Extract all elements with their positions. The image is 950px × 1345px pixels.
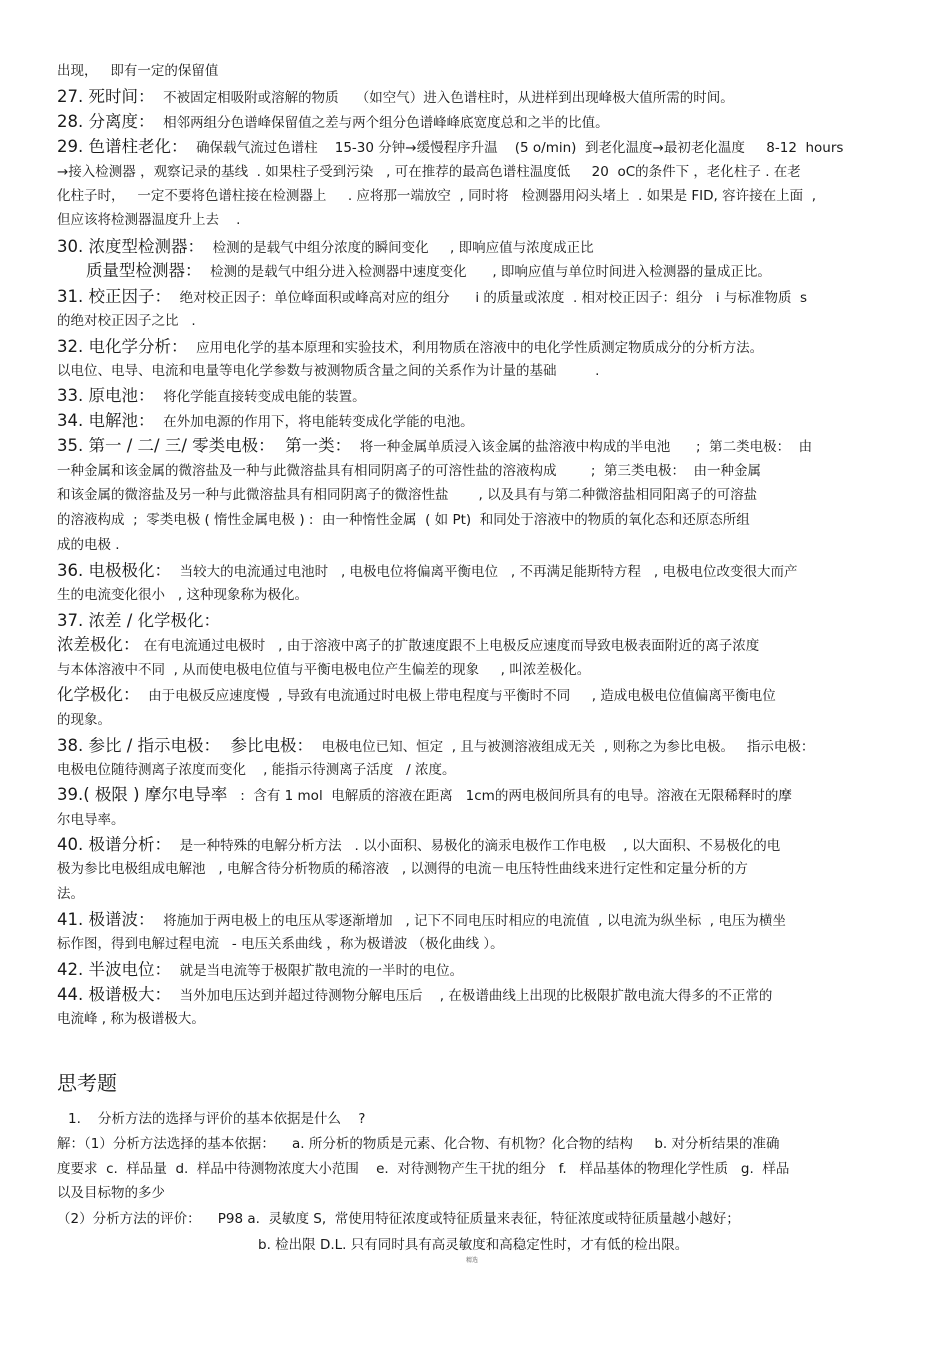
line-text: 应用电化学的基本原理和实验技术，利用物质在溶液中的电化学性质测定物质成分的分析方法。 [187, 340, 764, 356]
text-line [57, 88, 734, 107]
term-label: 32. 电化学分析： [57, 337, 188, 356]
text-line [57, 636, 759, 655]
text-line [57, 911, 786, 930]
term-label: 42. 半波电位： [57, 960, 171, 979]
line-text: 是一种特殊的电解分析方法 . 以小面积、易极化的滴汞电极作工作电极 , 以大面积、不易极化的电 [171, 838, 781, 854]
term-label: 27. 死时间： [57, 87, 155, 106]
text-line [57, 711, 111, 729]
text-line [57, 986, 772, 1005]
term-label: 33. 原电池： [57, 386, 155, 405]
term-label: 浓差极化： [57, 635, 140, 654]
text-line [57, 612, 220, 631]
line-text: 将一种金属单质浸入该金属的盐溶液中构成的半电池 ; 第二类电极： 由 [351, 439, 813, 455]
text-line [57, 1010, 205, 1028]
line-text: 当外加电压达到并超过待测物分解电压后 , 在极谱曲线上出现的比极限扩散电流大得多的不正常的 [171, 988, 773, 1004]
line-text: 在有电流通过电极时 , 由于溶液中离子的扩散速度跟不上电极反应速度而导致电极表面附近的离子浓度 [139, 638, 760, 654]
page-footer: 精选 [466, 1257, 479, 1264]
text-line [57, 935, 504, 953]
line-text: 法。 [57, 886, 84, 902]
text-line [57, 62, 218, 80]
text-line [57, 885, 84, 903]
line-text: 度要求 c. 样品量 d. 样品中待测物浓度大小范围 e. 对待测物产生干扰的组分 f. 样品基体的物理化学性质 g. 样品 [57, 1161, 790, 1177]
line-text: 和该金属的微溶盐及另一种与此微溶盐具有相同阴离子的微溶性盐 , 以及具有与第二种微溶盐相同阳离子的可溶盐 [57, 487, 758, 503]
text-line [57, 961, 463, 980]
term-label: 29. 色谱柱老化： [57, 137, 188, 156]
line-text: 当较大的电流通过电池时 , 电极电位将偏离平衡电位 , 不再满足能斯特方程 , 电极电位改变很大而产 [171, 564, 798, 580]
text-line [57, 562, 797, 581]
text-line [57, 737, 814, 756]
text-line [57, 437, 812, 456]
answer-line [57, 1160, 789, 1178]
term-label: 38. 参比 / 指示电极： 参比电极： [57, 736, 314, 755]
term-label: 34. 电解池： [57, 411, 155, 430]
term-label: 化学极化： [57, 685, 140, 704]
text-line [57, 811, 125, 829]
text-line [57, 338, 763, 357]
line-text: 就是当电流等于极限扩散电流的一半时的电位。 [171, 963, 464, 979]
line-text: →接入检测器 ，观察记录的基线 . 如果柱子受到污染 , 可在推荐的最高色谱柱温度低 20 oC的条件下 ，老化柱子 . 在老 [57, 164, 801, 180]
line-text: 以及目标物的多少 [57, 1185, 165, 1201]
text-line [57, 412, 474, 431]
text-line [57, 486, 757, 504]
text-line [57, 387, 366, 406]
text-line [57, 761, 455, 779]
term-label: 39.( 极限 ) 摩尔电导率 [57, 785, 228, 804]
text-line [57, 661, 590, 679]
term-label: 41. 极谱波： [57, 910, 155, 929]
line-text: 尔电导率。 [57, 812, 125, 828]
answer-line [68, 1110, 365, 1128]
text-line [57, 511, 750, 529]
term-label: 37. 浓差 / 化学极化： [57, 611, 221, 630]
line-text: 绝对校正因子：单位峰面积或峰高对应的组分 i 的质量或浓度 . 相对校正因子：组分 i 与标准物质 s [171, 290, 808, 306]
line-text: 将化学能直接转变成电能的装置。 [154, 389, 366, 405]
line-text: 电极电位随待测离子浓度而变化 , 能指示待测离子活度 / 浓度。 [57, 762, 456, 778]
line-text: 1. 分析方法的选择与评价的基本依据是什么 ? [68, 1111, 366, 1127]
line-text: 出现， 即有一定的保留值 [57, 63, 219, 79]
line-text: 由于电极反应速度慢 , 导致有电流通过时电极上带电程度与平衡时不同 , 造成电极电位值偏离平衡电位 [139, 688, 776, 704]
line-text: 与本体溶液中不同 , 从而使电极电位值与平衡电极电位产生偏差的现象 , 叫浓差极化。 [57, 662, 591, 678]
line-text: 标作图，得到电解过程电流 - 电压关系曲线 ，称为极谱波 （极化曲线 ）。 [57, 936, 504, 952]
text-line [57, 462, 761, 480]
text-line [57, 586, 308, 604]
term-label: 30. 浓度型检测器： [57, 237, 204, 256]
text-line [57, 312, 196, 330]
line-text: 化柱子时， 一定不要将色谱柱接在检测器上 . 应将那一端放空 , 同时将 检测器用闷头堵上 . 如果是 FID, 容许接在上面 , [57, 188, 817, 204]
text-line [57, 836, 780, 855]
text-line [57, 163, 801, 181]
term-label: 44. 极谱极大： [57, 985, 171, 1004]
line-text: 确保载气流过色谱柱 15-30 分钟→缓慢程序升温 (5 o/min) 到老化温度→最初老化温度 8-12 hours [187, 140, 844, 156]
term-label: 31. 校正因子： [57, 287, 171, 306]
line-text: 极为参比电极组成电解池 , 电解含待分析物质的稀溶液 , 以测得的电流－电压特性曲线来进行定性和定量分析的方 [57, 861, 748, 877]
line-text: 以电位、电导、电流和电量等电化学参数与被测物质含量之间的关系作为计量的基础 . [57, 363, 600, 379]
term-label: 36. 电极极化： [57, 561, 171, 580]
text-line [57, 860, 748, 878]
section-heading: 思考题 [57, 1071, 117, 1095]
line-text: 一种金属和该金属的微溶盐及一种与此微溶盐具有相同阴离子的可溶性盐的溶液构成 ; 第三类电极： 由一种金属 [57, 463, 762, 479]
term-label: 质量型检测器： [86, 261, 202, 280]
line-text: 检测的是载气中组分进入检测器中速度变化 , 即响应值与单位时间进入检测器的量成正比。 [201, 264, 771, 280]
text-line [86, 262, 771, 281]
answer-line [258, 1236, 688, 1254]
line-text: 的绝对校正因子之比 . [57, 313, 196, 329]
line-text: 将施加于两电极上的电压从零逐渐增加 , 记下不同电压时相应的电流值 , 以电流为纵坐标 , 电压为横坐 [154, 913, 786, 929]
answer-line [57, 1135, 779, 1153]
text-line [57, 238, 594, 257]
text-line [57, 288, 807, 307]
line-text: 相邻两组分色谱峰保留值之差与两个组分色谱峰峰底宽度总和之半的比值。 [154, 115, 609, 131]
text-line [57, 362, 599, 380]
line-text: 检测的是载气中组分浓度的瞬间变化 , 即响应值与浓度成正比 [204, 240, 594, 256]
text-line [57, 187, 816, 205]
line-text: 电极电位已知、恒定 , 且与被测溶液组成无关 , 则称之为参比电极。 指示电极： [313, 739, 815, 755]
text-line [57, 113, 609, 132]
line-text: 在外加电源的作用下，将电能转变成化学能的电池。 [154, 414, 474, 430]
answer-line [57, 1210, 740, 1228]
text-line [57, 686, 776, 705]
term-label: 28. 分离度： [57, 112, 155, 131]
text-line [57, 138, 843, 157]
line-text: 生的电流变化很小 , 这种现象称为极化。 [57, 587, 308, 603]
line-text: （2）分析方法的评价： P98 a. 灵敏度 S, 常使用特征浓度或特征质量来表征，特征浓度或特征质量越小越好； [57, 1211, 740, 1227]
term-label: 35. 第一 / 二/ 三/ 零类电极： 第一类： [57, 436, 352, 455]
line-text: 电流峰 , 称为极谱极大。 [57, 1011, 205, 1027]
line-text: 但应该将检测器温度升上去 . [57, 212, 241, 228]
line-text: 成的电极 . [57, 537, 120, 553]
answer-line [57, 1184, 165, 1202]
text-line [57, 211, 240, 229]
line-text: b. 检出限 D.L. 只有同时具有高灵敏度和高稳定性时，才有低的检出限。 [258, 1237, 689, 1253]
term-label: 40. 极谱分析： [57, 835, 171, 854]
line-text: 不被固定相吸附或溶解的物质 （如空气）进入色谱柱时，从进样到出现峰极大值所需的时间。 [154, 90, 734, 106]
text-line [57, 786, 792, 805]
line-text: : 含有 1 mol 电解质的溶液在距离 1cm的两电极间所具有的电导。溶液在无限稀释时的摩 [227, 788, 792, 804]
text-line [57, 536, 120, 554]
line-text: 解：（1）分析方法选择的基本依据： a. 所分析的物质是元素、化合物、有机物？化合物的结构 b. 对分析结果的准确 [57, 1136, 780, 1152]
line-text: 的现象。 [57, 712, 111, 728]
line-text: 的溶液构成 ; 零类电极 ( 惰性金属电极 ) : 由一种惰性金属 ( 如 Pt) 和同处于溶液中的物质的氧化态和还原态所组 [57, 512, 750, 528]
